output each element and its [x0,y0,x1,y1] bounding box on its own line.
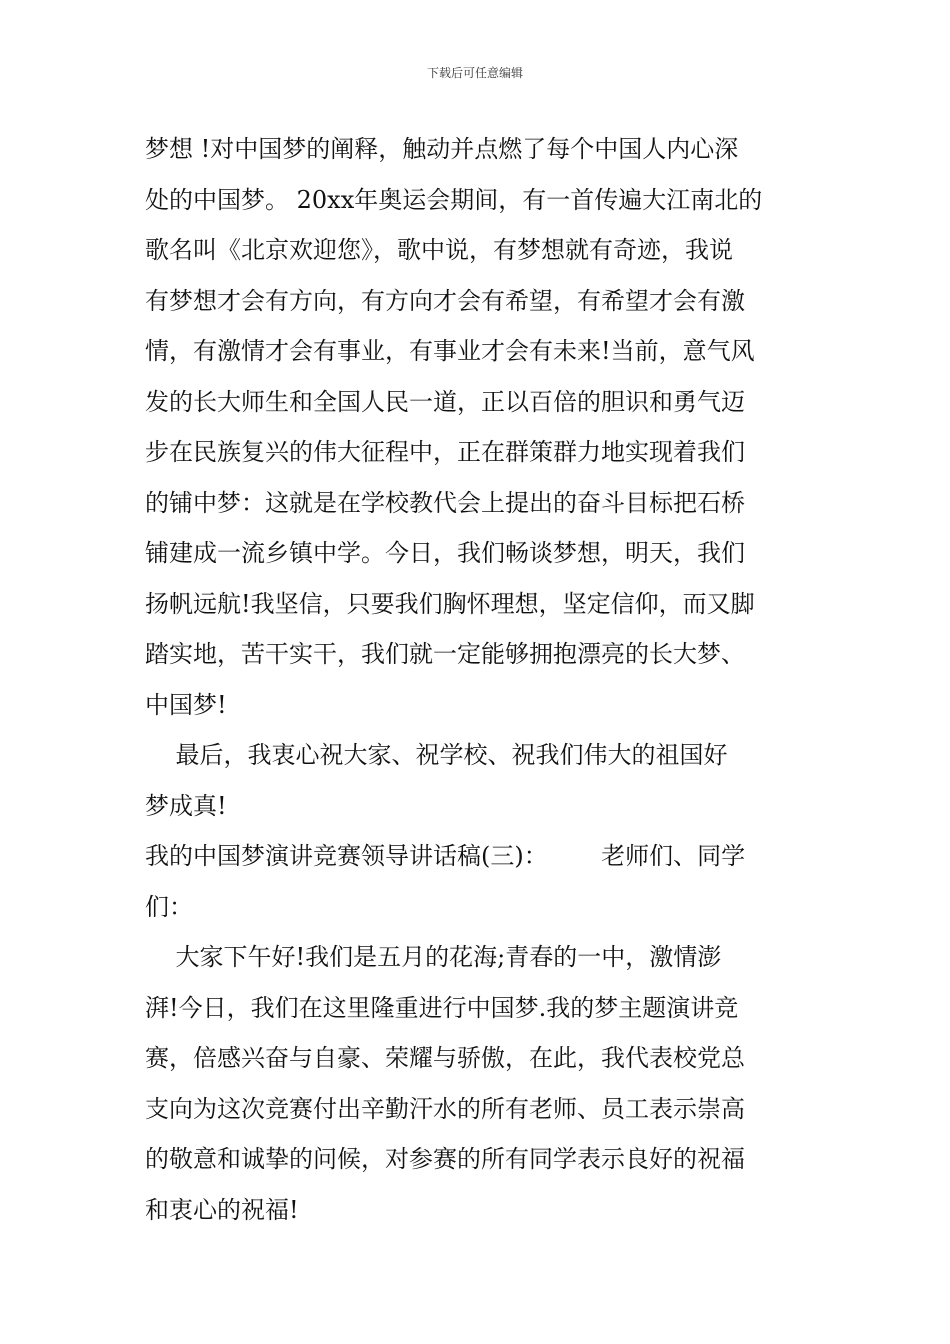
text-line: 最后，我衷心祝大家、祝学校、祝我们伟大的祖国好 [145,741,728,769]
text-line: 步在民族复兴的伟大征程中，正在群策群力地实现着我们 [145,438,745,466]
page-header-note: 下载后可任意编辑 [426,66,523,80]
text-line: 大家下午好!我们是五月的花海;青春的一中，激情澎 [145,943,722,971]
text-line: 情，有激情才会有事业，有事业才会有未来!当前，意气风 [145,337,755,365]
document-body [145,124,805,1235]
text-line: 梦成真! [145,791,227,820]
section-heading-line: 我的中国梦演讲竞赛领导讲话稿(三)： 老师们、同学 [145,842,746,870]
text-line: 赛，倍感兴奋与自豪、荣耀与骄傲，在此，我代表校党总 [145,1044,745,1072]
text-line: 的铺中梦：这就是在学校教代会上提出的奋斗目标把石桥 [145,488,745,517]
text-line: 铺建成一流乡镇中学。今日，我们畅谈梦想，明天，我们 [145,539,745,567]
text-line: 扬帆远航!我坚信，只要我们胸怀理想，坚定信仰，而又脚 [145,589,755,618]
text-line: 中国梦! [145,690,227,719]
text-line: 梦想 !对中国梦的阐释，触动并点燃了每个中国人内心深 [145,135,739,163]
text-line: 处的中国梦。 20xx年奥运会期间，有一首传遍大江南北的 [145,185,763,214]
text-line: 支向为这次竞赛付出辛勤汗水的所有老师、员工表示崇高 [145,1094,745,1123]
text-line: 湃!今日，我们在这里隆重进行中国梦.我的梦主题演讲竞 [145,993,739,1022]
text-line: 踏实地，苦干实干，我们就一定能够拥抱漂亮的长大梦、 [145,640,745,668]
text-line: 发的长大师生和全国人民一道，正以百倍的胆识和勇气迈 [145,387,745,416]
text-line: 们： [145,892,193,921]
text-line: 有梦想才会有方向，有方向才会有希望，有希望才会有激 [145,286,745,315]
text-line: 和衷心的祝福! [145,1195,299,1224]
text-line: 的敬意和诚挚的问候，对参赛的所有同学表示良好的祝福 [145,1145,745,1173]
text-line: 歌名叫《北京欢迎您》，歌中说，有梦想就有奇迹，我说 [145,236,733,264]
